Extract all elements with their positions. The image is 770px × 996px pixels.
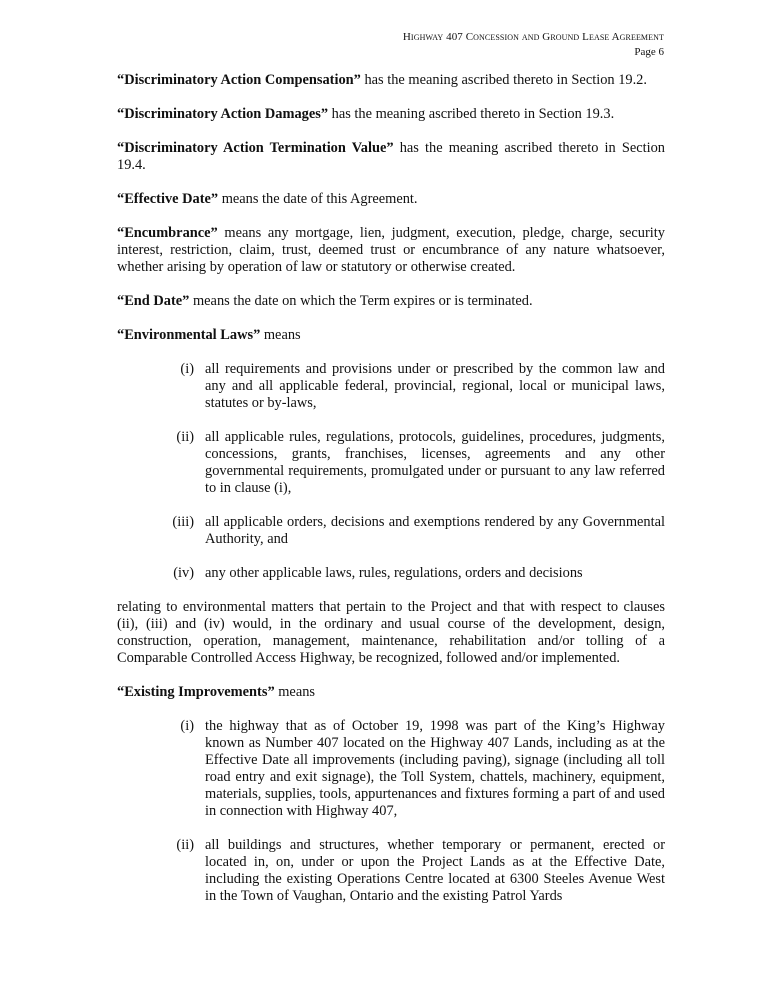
document-body bbox=[117, 72, 665, 922]
definition-encumbrance bbox=[117, 225, 665, 276]
definition-term: “Encumbrance” bbox=[117, 225, 218, 241]
definition-term: “End Date” bbox=[117, 293, 190, 309]
definition-text: has the meaning ascribed thereto in Section 19.3. bbox=[328, 106, 615, 122]
clause-number: (i) bbox=[180, 718, 194, 734]
definition-text: means any mortgage, lien, judgment, execution, pledge, charge, security interest, restriction, claim, trust, deemed trust or encumbrance of any nature whatsoever, whether arising by operation of law or statutory or otherwise created. bbox=[117, 225, 665, 275]
definition-environmental-laws bbox=[117, 327, 665, 344]
page-number: Page 6 bbox=[634, 46, 664, 58]
clause-number: (ii) bbox=[176, 429, 194, 445]
env-clause-ii bbox=[117, 429, 665, 497]
env-clause-i bbox=[117, 361, 665, 412]
definition-end-date bbox=[117, 293, 665, 310]
env-clause-iv bbox=[117, 565, 665, 582]
document-title: Highway 407 Concession and Ground Lease Agreement bbox=[402, 31, 664, 43]
definition-text: means the date on which the Term expires or is terminated. bbox=[189, 293, 533, 309]
definition-text: means bbox=[274, 684, 316, 700]
page-header bbox=[403, 30, 664, 60]
clause-text: any other applicable laws, rules, regulations, orders and decisions bbox=[205, 565, 583, 581]
definition-term: “Discriminatory Action Damages” bbox=[117, 106, 329, 122]
clause-text: all applicable orders, decisions and exemptions rendered by any Governmental Authority, and bbox=[205, 514, 665, 547]
definition-discriminatory-action-damages bbox=[117, 106, 665, 123]
clause-text: all buildings and structures, whether temporary or permanent, erected or located in, on, under or upon the Project Lands as at the Effective Date, including the existing Operations Centre located at 6300 Steeles Avenue West in the Town of Vaughan, Ontario and the existing Patrol Yards bbox=[205, 837, 665, 904]
definition-term: “Effective Date” bbox=[117, 191, 219, 207]
clause-text: all requirements and provisions under or prescribed by the common law and any and all applicable federal, provincial, regional, local or municipal laws, statutes or by-laws, bbox=[205, 361, 665, 411]
definition-discriminatory-action-compensation bbox=[117, 72, 665, 89]
environmental-laws-tail: relating to environmental matters that pertain to the Project and that with respect to clauses (ii), (iii) and (iv) would, in the ordinary and usual course of the development, design, construction, operation, management, maintenance, rehabilitation and/or tolling of a Comparable Controlled Access Highway, be recognized, followed and/or implemented. bbox=[117, 599, 665, 666]
definition-text: has the meaning ascribed thereto in Section 19.2. bbox=[360, 72, 647, 88]
clause-text: the highway that as of October 19, 1998 was part of the King’s Highway known as Number 407 located on the Highway 407 Lands, including as at the Effective Date all improvements (including paving), signage (including all toll road entry and exit signage), the Toll System, chattels, machinery, equipment, materials, supplies, tools, appurtenances and fixtures forming a part of and used in connection with Highway 407, bbox=[205, 718, 665, 819]
clause-number: (iii) bbox=[172, 514, 194, 530]
definition-text: means the date of this Agreement. bbox=[218, 191, 418, 207]
existing-clause-i bbox=[117, 718, 665, 820]
clause-text: all applicable rules, regulations, protocols, guidelines, procedures, judgments, concessions, grants, franchises, licenses, agreements and any other governmental requirements, promulgated under or pursuant to any law referred to in clause (i), bbox=[205, 429, 665, 496]
definition-term: “Environmental Laws” bbox=[117, 327, 261, 343]
definition-effective-date bbox=[117, 191, 665, 208]
definition-discriminatory-action-termination-value bbox=[117, 140, 665, 174]
definition-text: has the meaning ascribed thereto in Section 19.4. bbox=[117, 140, 665, 173]
clause-number: (iv) bbox=[173, 565, 194, 581]
definition-term: “Existing Improvements” bbox=[117, 684, 275, 700]
clause-number: (ii) bbox=[176, 837, 194, 853]
definition-text: means bbox=[260, 327, 301, 343]
existing-clause-ii bbox=[117, 837, 665, 905]
definition-term: “Discriminatory Action Termination Value” bbox=[117, 140, 394, 156]
clause-number: (i) bbox=[180, 361, 194, 377]
definition-existing-improvements bbox=[117, 684, 665, 701]
env-clause-iii bbox=[117, 514, 665, 548]
definition-term: “Discriminatory Action Compensation” bbox=[117, 72, 361, 88]
